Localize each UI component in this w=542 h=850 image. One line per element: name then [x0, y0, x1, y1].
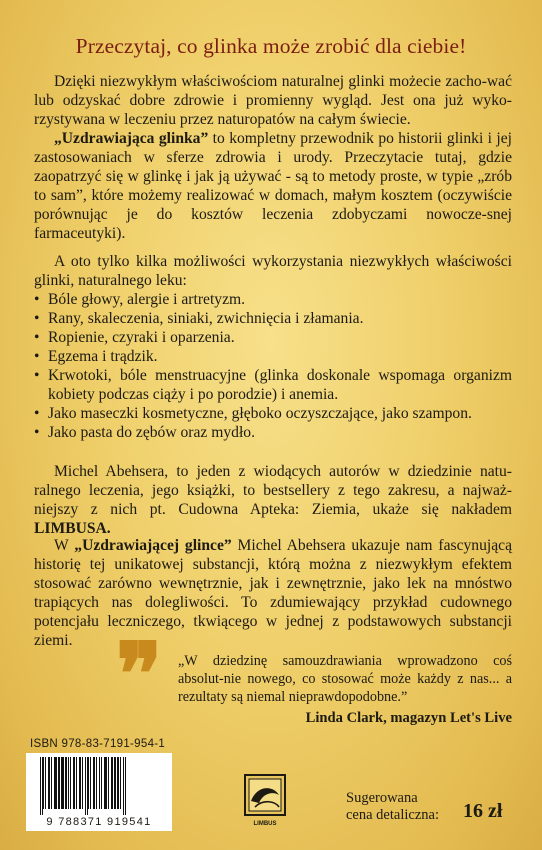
price-label-line-1: Sugerowana — [346, 790, 418, 806]
back-cover-headline: Przeczytaj, co glinka może zrobić dla ciebie! — [75, 34, 467, 58]
publisher-logo-label: LIMBUS — [253, 821, 277, 827]
publisher-name: LIMBUSA. — [34, 520, 111, 537]
testimonial-author: Linda Clark, magazyn Let's Live — [305, 710, 512, 726]
intro-book-title: „Uzdrawiająca glinka” — [54, 130, 209, 147]
list-item: • Egzema i trądzik. — [34, 347, 512, 366]
intro-section — [34, 72, 512, 243]
limbus-logo-icon — [235, 771, 295, 823]
quote-mark-icon: ❞ — [116, 624, 163, 725]
list-item: • Rany, skaleczenia, siniaki, zwichnięcia i złamania. — [34, 309, 512, 328]
book-title: „Uzdrawiającej glince” — [74, 537, 232, 554]
list-item: • Jako pasta do zębów oraz mydło. — [34, 423, 512, 442]
testimonial-quote: „W dziedzinę samouzdrawiania wprowadzono coś absolut-nie nowego, co stosować może każdy z nas... a rezultaty są niemal nieprawdopodobne.” — [178, 653, 512, 705]
price-amount: 16 zł — [463, 800, 503, 822]
author-paragraph — [34, 462, 512, 538]
book-paragraph-text: Michel Abehsera ukazuje nam fascynującą historię tej unikatowej substancji, którą można z niezwykłym efektem stosować zarówno wewnętrznie, jak i zewnętrznie, jako lek na mnóstwo trapiących nas dolegliwości. To zdumiewający przykład cudownego potencjału leczniczego, tkwiącego w jednej z podstawowych substancji ziemi. — [34, 537, 512, 649]
isbn-label: ISBN 978-83-7191-954-1 — [30, 738, 166, 750]
barcode-number: 9 788371 919541 — [46, 816, 152, 828]
intro-paragraph-2 — [34, 129, 512, 243]
possibilities-section — [34, 252, 512, 442]
intro-paragraph-1: Dzięki niezwykłym właściwościom naturalnej glinki możecie zacho-wać lub odzyskać dobre zdrowie i promienny wygląd. Jest ona już wyko-rzystywana w leczeniu przez naturopatów na całym świecie. — [34, 73, 512, 128]
intro-paragraph-2-text: to kompletny przewodnik po historii glinki i jej zastosowaniach w sferze zdrowia i urody. Przeczytacie tutaj, gdzie zaopatrzyć się w glinkę i jak ją używać - są to metody proste, w typie „zrób to sam”, które możemy realizować w domach, małym kosztem (oczywiście porównując je do kosztów leczenia zdobyczami nowocze-snej farmaceutyki). — [34, 130, 512, 242]
possibilities-lead: A oto tylko kilka możliwości wykorzystania niezwykłych właściwości glinki, naturalnego leku: — [34, 253, 512, 289]
barcode-icon — [38, 757, 160, 817]
list-item: • Jako maseczki kosmetyczne, głęboko oczyszczające, jako szampon. — [34, 404, 512, 423]
book-paragraph-prefix: W — [54, 537, 75, 554]
book-paragraph — [34, 536, 512, 650]
author-paragraph-text: Michel Abehsera, to jeden z wiodących autorów w dziedzinie natu-ralnego leczenia, jego książki, to bestsellery z tego zakresu, a najważ-niejszy z nich pt. Cudowna Apteka: Ziemia, ukaże się nakładem — [34, 463, 512, 518]
list-item: • Bóle głowy, alergie i artretyzm. — [34, 290, 512, 309]
price-label — [346, 790, 439, 824]
price-label-line-2: cena detaliczna: — [346, 807, 439, 823]
possibilities-list — [34, 290, 512, 442]
list-item: • Krwotoki, bóle menstruacyjne (glinka doskonale wspomaga organizm kobiety podczas ciąży i po porodzie) i anemia. — [34, 366, 512, 404]
list-item: • Ropienie, czyraki i oparzenia. — [34, 328, 512, 347]
